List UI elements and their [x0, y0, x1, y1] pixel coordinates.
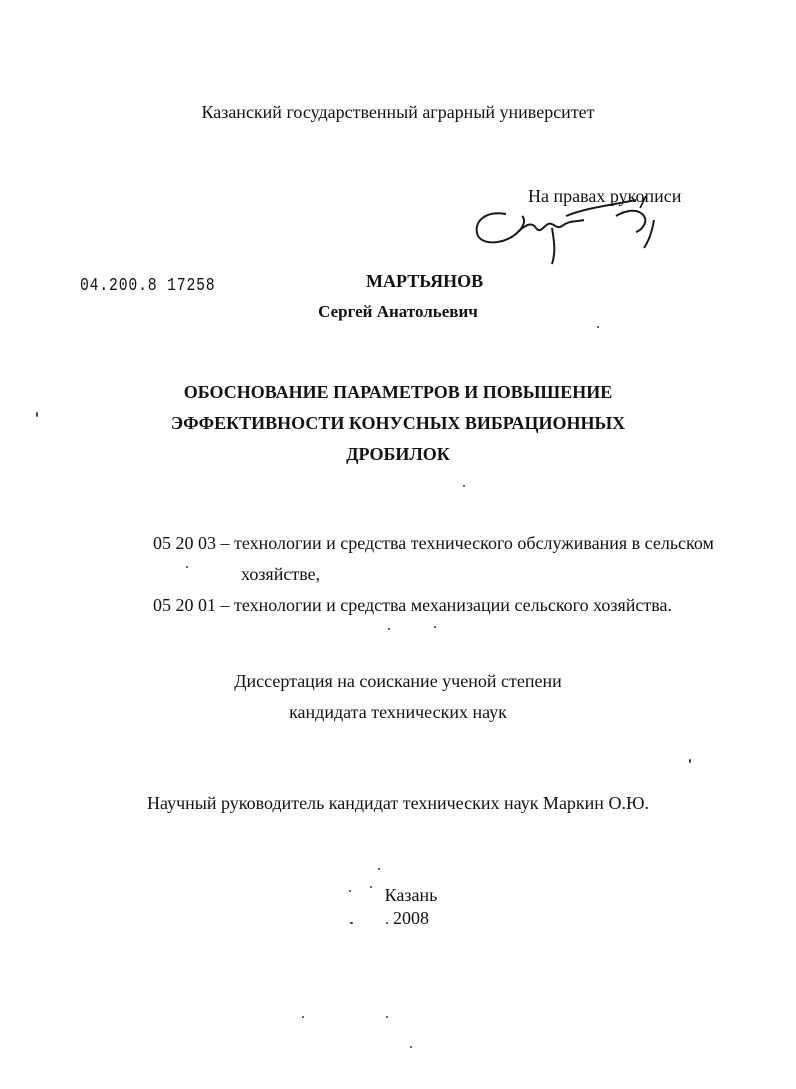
city: Казань	[384, 885, 438, 905]
handwritten-signature	[466, 186, 666, 270]
scan-speck	[388, 628, 390, 630]
dissertation-degree	[0, 666, 796, 728]
title-line: ДРОБИЛОК	[346, 444, 450, 464]
scan-speck	[597, 326, 599, 328]
title-line: ОБОСНОВАНИЕ ПАРАМЕТРОВ И ПОВЫШЕНИЕ	[183, 382, 613, 402]
scientific-supervisor: Научный руководитель кандидат технических наук Маркин О.Ю.	[147, 793, 649, 813]
scan-speck	[378, 868, 380, 870]
scan-speck	[434, 626, 436, 628]
specialty-second: 05 20 01 – технологии и средства механизации сельского хозяйства.	[153, 595, 673, 615]
year: 2008	[393, 908, 429, 928]
place-and-year	[0, 884, 796, 930]
catalog-number: 04.200.8 17258	[80, 276, 216, 296]
dissertation-title	[0, 377, 796, 470]
scan-speck	[410, 1046, 412, 1048]
degree-line: кандидата технических наук	[289, 702, 507, 722]
manuscript-note: На правах рукописи	[528, 186, 682, 206]
scan-speck	[370, 886, 372, 888]
scan-speck	[349, 890, 351, 892]
scan-speck	[386, 1016, 388, 1018]
scan-speck	[302, 1016, 304, 1018]
scan-speck	[463, 485, 465, 487]
scan-speck	[36, 412, 38, 417]
degree-line: Диссертация на соискание ученой степени	[234, 671, 562, 691]
university-name: Казанский государственный аграрный университет	[201, 102, 595, 122]
author-surname: МАРТЬЯНОВ	[366, 271, 484, 291]
scan-speck	[350, 922, 353, 924]
title-line: ЭФФЕКТИВНОСТИ КОНУСНЫХ ВИБРАЦИОННЫХ	[170, 413, 626, 433]
scan-speck	[689, 759, 691, 763]
author-given-names: Сергей Анатольевич	[318, 302, 478, 321]
specialty-first: 05 20 03 – технологии и средства технического обслуживания в сельском	[153, 533, 714, 553]
specialty-first-continuation: хозяйстве,	[241, 564, 321, 584]
scan-speck	[386, 922, 388, 924]
scan-speck	[186, 566, 188, 568]
